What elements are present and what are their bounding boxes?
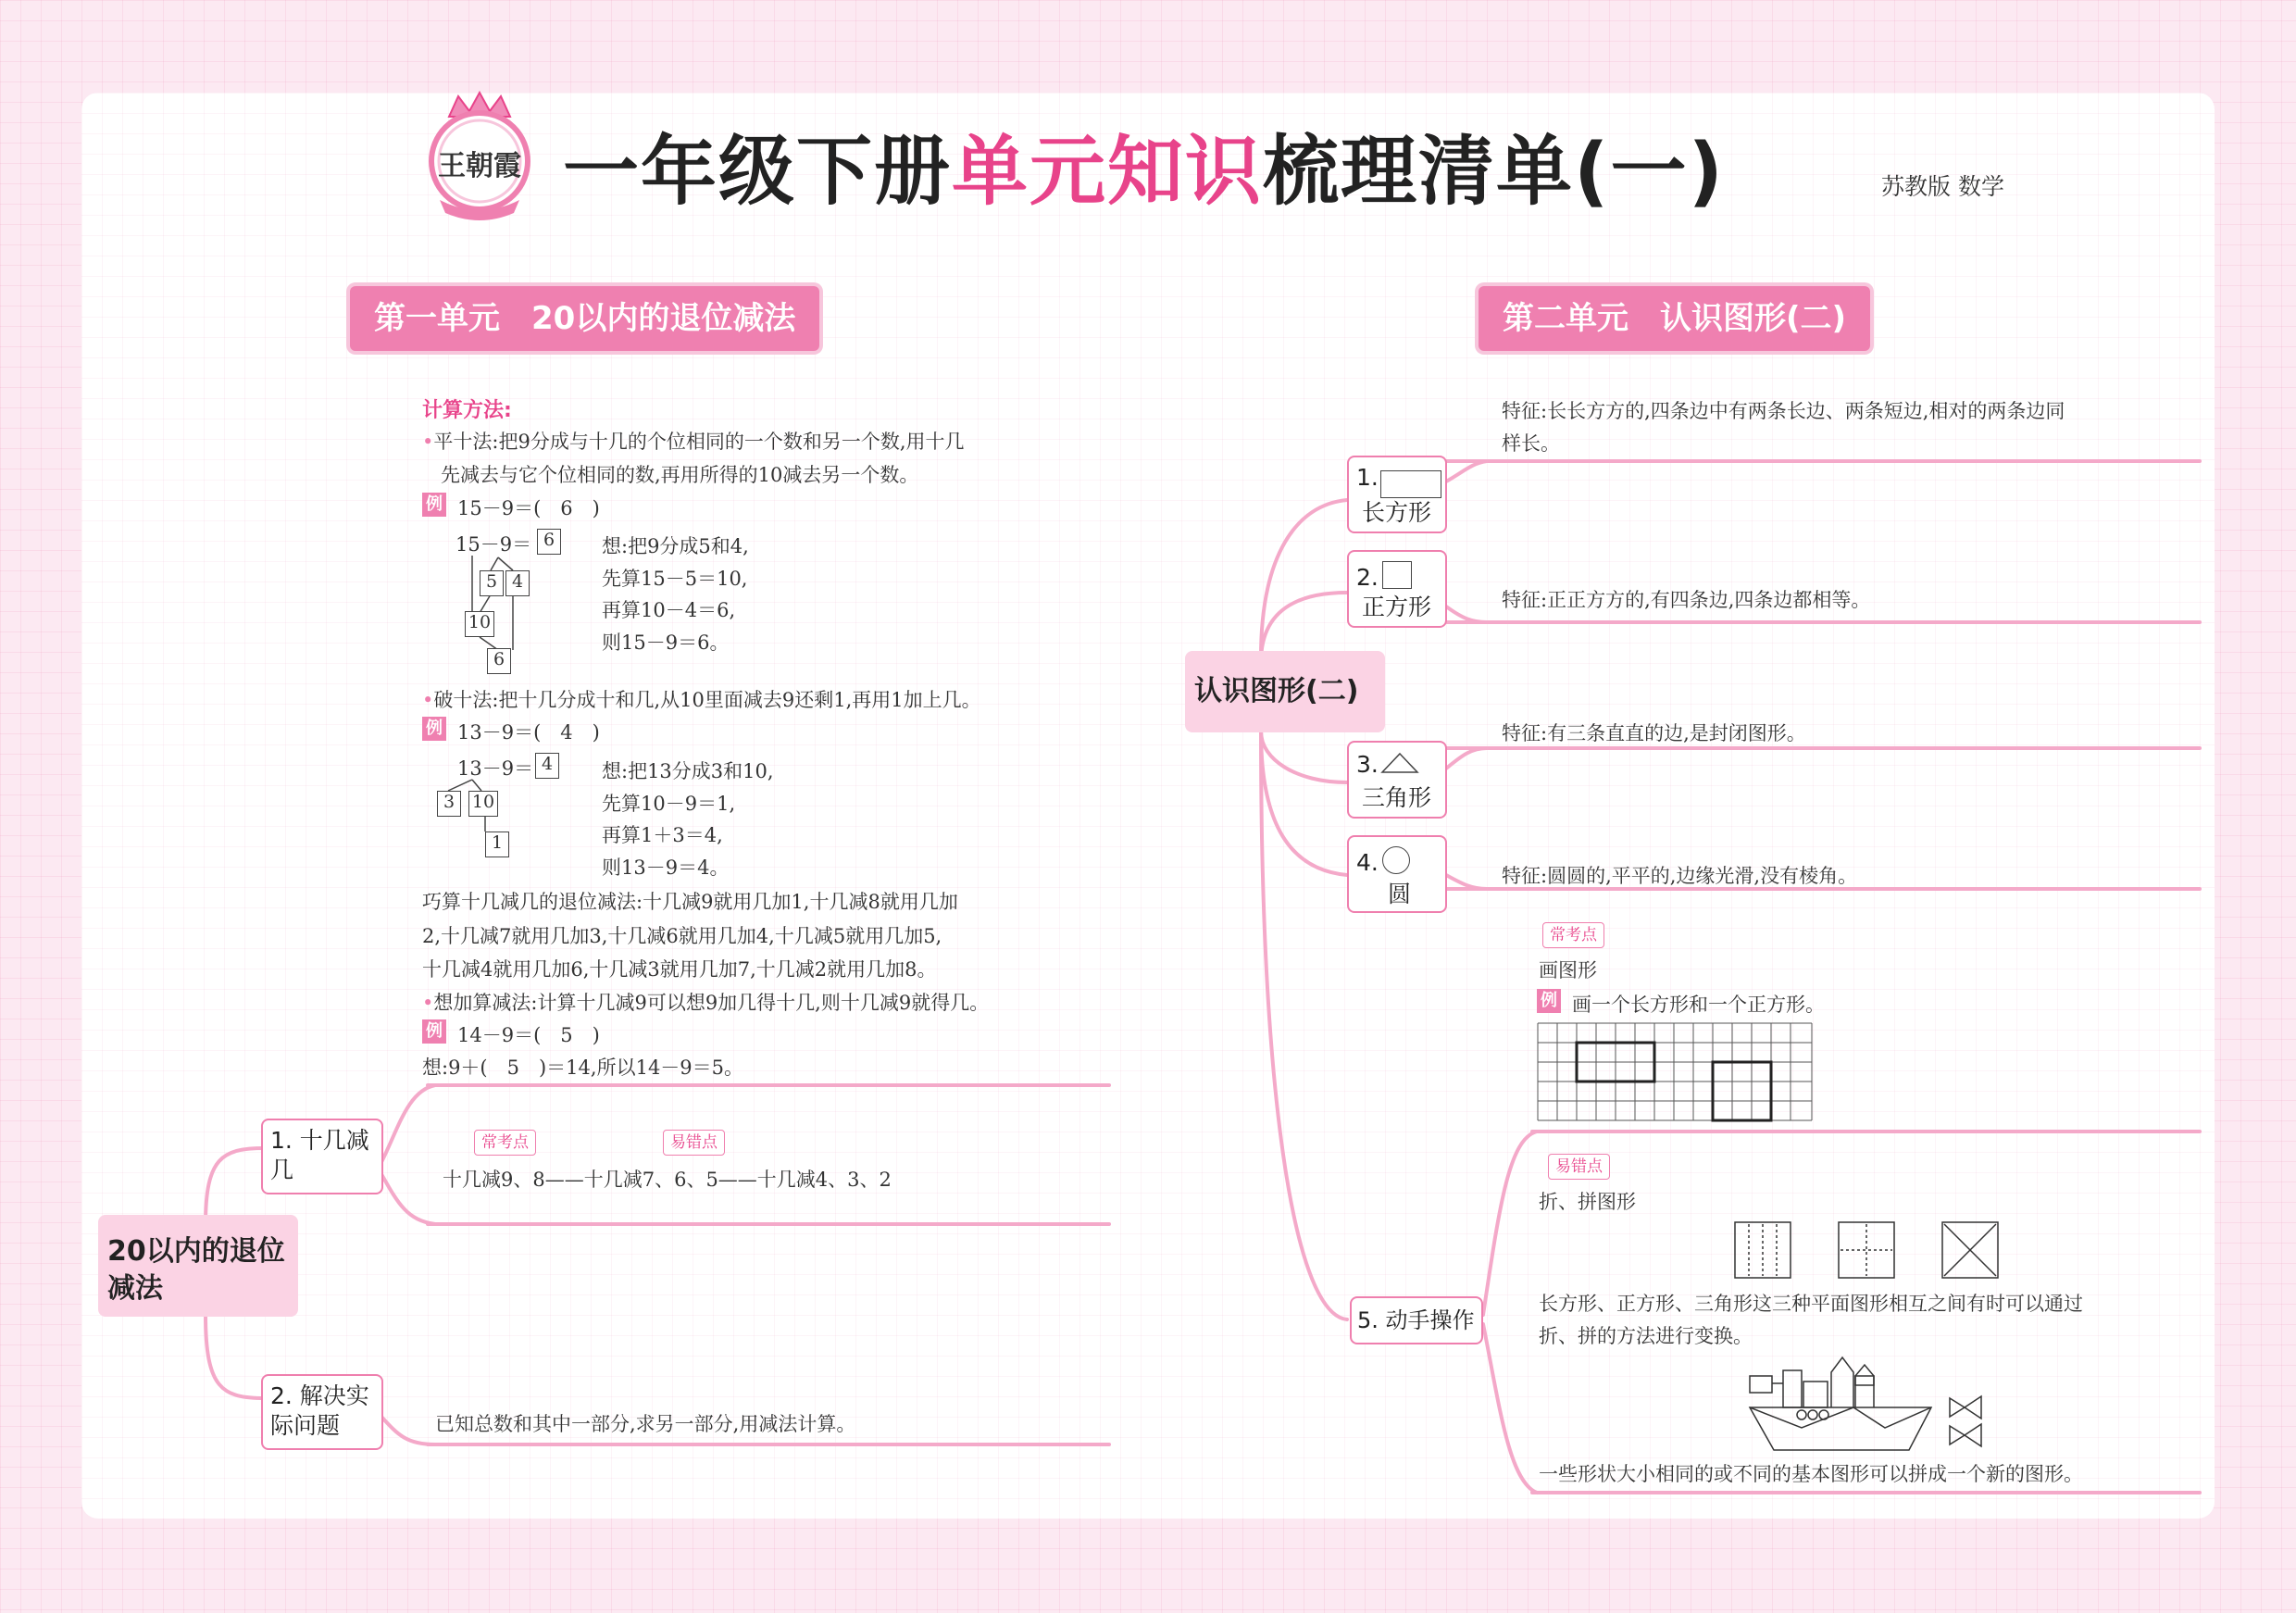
example-label-3: 例 (422, 1019, 446, 1044)
rectangle-feature-line1: 特征:长长方方的,四条边中有两条长边、两条短边,相对的两条边同 (1502, 400, 2065, 422)
ex2-answer-box: 4 (535, 753, 559, 779)
ex2-expression: 13－9＝ (457, 757, 534, 780)
fold-title: 折、拼图形 (1539, 1191, 1636, 1213)
unit2-heading: 第二单元 认识图形(二) (1479, 286, 1870, 351)
circle-shape-icon (1382, 846, 1410, 874)
drawn-square (1713, 1062, 1771, 1120)
tag-common-point: 常考点 (474, 1130, 536, 1156)
branch-circle: 4. 圆 (1347, 835, 1447, 913)
branch-rectangle: 1. 长方形 (1347, 456, 1447, 533)
method-label: 计算方法: (422, 399, 512, 422)
branch-shijijianji-content: 十几减9、8——十几减7、6、5——十几减4、3、2 (443, 1169, 892, 1191)
triangle-feature: 特征:有三条直直的边,是封闭图形。 (1502, 722, 1806, 744)
ex1-answer-box: 6 (537, 529, 561, 555)
rectangle-feature-line2: 样长。 (1502, 432, 1560, 455)
ex1-ten: 10 (465, 611, 494, 637)
unit2-topic: 认识图形(二) (1185, 651, 1385, 732)
ex2-result: 1 (485, 832, 509, 857)
xiangjia-method: •想加算减法:计算十几减9可以想9加几得十几,则十几减9就得几。 (422, 992, 990, 1014)
compose-desc: 一些形状大小相同的或不同的基本图形可以拼成一个新的图形。 (1539, 1463, 2083, 1485)
ex2-split-a: 3 (437, 791, 461, 817)
draw-example: 画一个长方形和一个正方形。 (1572, 994, 1825, 1016)
square-shape-icon (1382, 561, 1412, 589)
ex1-split-b: 4 (505, 570, 530, 596)
poshi-method: •破十法:把十几分成十和几,从10里面减去9还剩1,再用1加上几。 (422, 689, 981, 711)
pingshi-line1: •平十法:把9分成与十几的个位相同的一个数和另一个数,用十几 (422, 431, 965, 453)
unit1-topic: 20以内的退位减法 (98, 1215, 298, 1317)
brand-logo (421, 91, 538, 220)
page-title: 一年级下册单元知识梳理清单(一) (563, 128, 1725, 216)
tag-common-point-2: 常考点 (1542, 922, 1604, 948)
ex1-split-a: 5 (480, 570, 504, 596)
example-label-1: 例 (422, 493, 446, 517)
branch-triangle: 3. 三角形 (1347, 741, 1447, 819)
edition-label: 苏教版 数学 (1881, 173, 2004, 200)
square-feature: 特征:正正方方的,有四条边,四条边都相等。 (1502, 589, 1871, 611)
fold-desc-line2: 折、拼的方法进行变换。 (1539, 1325, 1753, 1347)
branch-hands-on: 5. 动手操作 (1350, 1296, 1483, 1344)
branch-word-problems: 2. 解决实际问题 (261, 1374, 383, 1450)
qiaosuan-rule: 巧算十几减几的退位减法:十几减9就用几加1,十几减8就用几加 2,十几减7就用几加3,十几减6就用几加4,十几减5就用几加5, 十几减4就用几加6,十几减3就用几加7,十几减2就用几加8。 (422, 891, 958, 981)
unit1-heading: 第一单元 20以内的退位减法 (350, 286, 819, 351)
example-1: 15－9＝( 6 ) (457, 497, 600, 519)
ex2-thinking: 想:把13分成3和10, 先算10－9＝1, 再算1＋3＝4, 则13－9＝4。 (602, 760, 774, 879)
branch-word-problems-content: 已知总数和其中一部分,求另一部分,用减法计算。 (435, 1413, 856, 1435)
boat-composition-picture (1746, 1354, 1990, 1456)
tag-error-point: 易错点 (663, 1130, 725, 1156)
example-3-thinking: 想:9＋( 5 )＝14,所以14－9＝5。 (422, 1057, 744, 1079)
triangle-shape-icon (1380, 752, 1419, 774)
folding-shapes (1733, 1220, 2002, 1282)
example-label-4: 例 (1537, 989, 1561, 1013)
tag-error-point-2: 易错点 (1548, 1154, 1610, 1180)
example-2: 13－9＝( 4 ) (457, 721, 600, 744)
branch-square: 2. 正方形 (1347, 550, 1447, 628)
example-3: 14－9＝( 5 ) (457, 1024, 600, 1046)
circle-feature: 特征:圆圆的,平平的,边缘光滑,没有棱角。 (1502, 865, 1858, 887)
draw-title: 画图形 (1539, 959, 1597, 982)
branch-shijijianji: 1. 十几减几 (261, 1119, 383, 1194)
ex2-split-b: 10 (468, 791, 498, 817)
pingshi-line2: 先减去与它个位相同的数,再用所得的10减去另一个数。 (441, 464, 919, 486)
drawing-grid (1537, 1022, 1815, 1122)
example-label-2: 例 (422, 717, 446, 741)
fold-desc-line1: 长方形、正方形、三角形这三种平面图形相互之间有时可以通过 (1539, 1293, 2083, 1315)
logo-text: 王朝霞 (438, 150, 521, 182)
ex1-result: 6 (487, 648, 511, 674)
ex1-thinking: 想:把9分成5和4, 先算15－5＝10, 再算10－4＝6, 则15－9＝6。 (602, 535, 749, 654)
ex1-expression: 15－9＝ (455, 533, 532, 556)
rectangle-shape-icon (1380, 470, 1441, 498)
